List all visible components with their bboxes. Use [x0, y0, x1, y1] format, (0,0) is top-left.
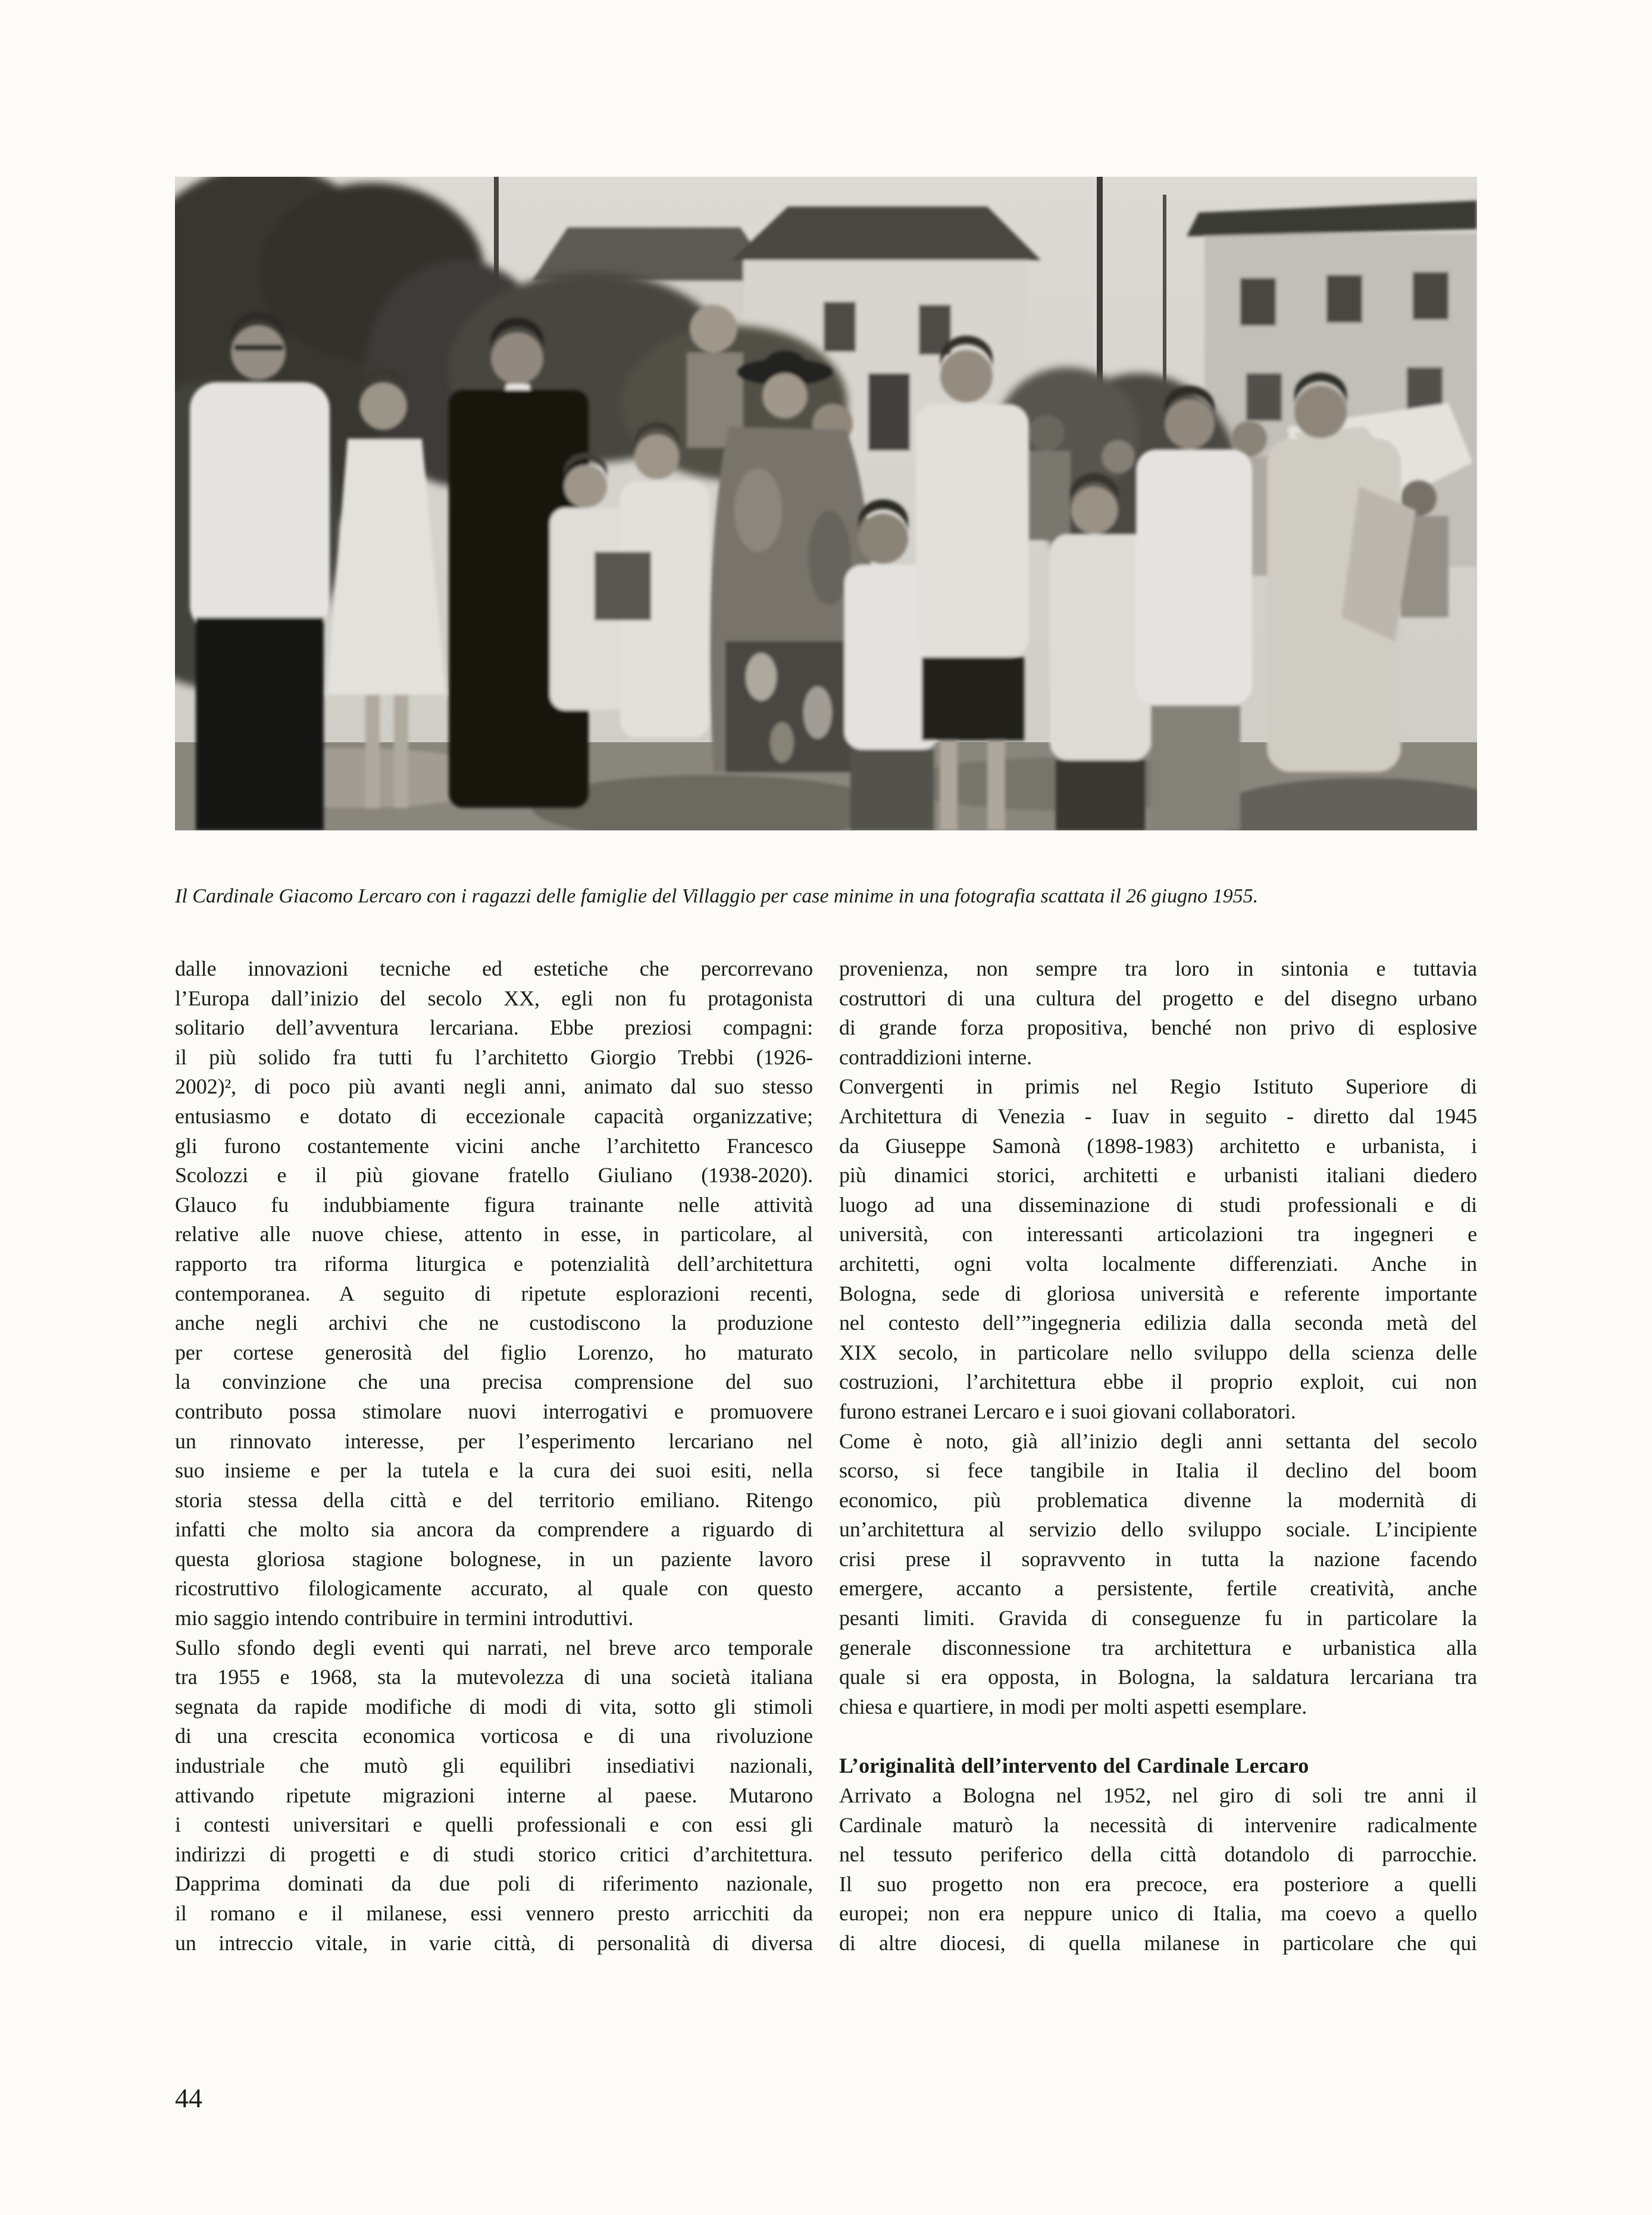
text-line: dalle innovazioni tecniche ed estetiche che percorrevano [175, 957, 813, 980]
text-line: costruttori di una cultura del progetto e del disegno urbano [839, 986, 1477, 1010]
text-line: anche negli archivi che ne custodiscono la produzione [175, 1311, 813, 1335]
column-left [175, 954, 813, 1958]
text-columns [175, 954, 1477, 1958]
page-number: 44 [175, 2082, 202, 2113]
text-line: Sullo sfondo degli eventi qui narrati, nel breve arco temporale [175, 1635, 813, 1660]
text-line: nel contesto dell’”ingegneria edilizia dalla seconda metà del [839, 1311, 1477, 1335]
text-line: il romano e il milanese, essi vennero presto arricchiti da [175, 1901, 813, 1925]
photo-caption: Il Cardinale Giacomo Lercaro con i ragazzi delle famiglie del Villaggio per case minime in una fotografia scattata il 26 giugno 1955. [175, 885, 1259, 907]
text-line: mio saggio intendo contribuire in termini introduttivi. [175, 1606, 634, 1630]
text-line: Cardinale maturò la necessità di intervenire radicalmente [839, 1813, 1477, 1837]
text-line: pesanti limiti. Gravida di conseguenze fu in particolare la [839, 1606, 1477, 1630]
text-line: costruzioni, l’architettura ebbe il proprio exploit, cui non [839, 1370, 1477, 1394]
text-line: il più solido fra tutti fu l’architetto Giorgio Trebbi (1926- [175, 1045, 813, 1069]
text-line: Scolozzi e il più giovane fratello Giuliano (1938-2020). [175, 1163, 813, 1188]
text-line: relative alle nuove chiese, attento in esse, in particolare, al [175, 1222, 813, 1246]
text-line: Il suo progetto non era precoce, era posteriore a quelli [839, 1872, 1477, 1896]
text-line: contraddizioni interne. [839, 1045, 1032, 1069]
text-line: 2002)², di poco più avanti negli anni, animato dal suo stesso [175, 1074, 813, 1099]
text-line: di altre diocesi, di quella milanese in particolare che qui [839, 1931, 1477, 1955]
text-line: attivando ripetute migrazioni interne al paese. Mutarono [175, 1783, 813, 1807]
text-line: i contesti universitari e quelli professionali e con essi gli [175, 1813, 813, 1837]
text-line: indirizzi di progetti e di studi storico critici d’architettura. [175, 1842, 813, 1866]
text-line: generale disconnessione tra architettura e urbanistica alla [839, 1635, 1477, 1660]
text-line: provenienza, non sempre tra loro in sintonia e tuttavia [839, 957, 1477, 980]
text-line: un rinnovato interesse, per l’esperimento lercariano nel [175, 1429, 813, 1453]
text-line: XIX secolo, in particolare nello sviluppo della scienza delle [839, 1340, 1477, 1364]
text-line: rapporto tra riforma liturgica e potenzialità dell’architettura [175, 1251, 813, 1276]
text-line: Architettura di Venezia - Iuav in seguito - diretto dal 1945 [839, 1104, 1477, 1128]
text-line: europei; non era neppure unico di Italia, ma coevo a quello [839, 1901, 1477, 1926]
photo [175, 177, 1477, 830]
text-line: più dinamici storici, architetti e urbanisti italiani diedero [839, 1163, 1477, 1188]
text-line: un intreccio vitale, in varie città, di personalità di diversa [175, 1930, 813, 1955]
text-line: Convergenti in primis nel Regio Istituto Superiore di [839, 1074, 1477, 1099]
text-line: architetti, ogni volta localmente differenziati. Anche in [839, 1251, 1477, 1276]
text-line: quale si era opposta, in Bologna, la saldatura lercariana tra [839, 1665, 1477, 1689]
text-line: Arrivato a Bologna nel 1952, nel giro di soli tre anni il [839, 1783, 1477, 1808]
photo-tone-overlay [175, 177, 1477, 830]
text-line: di una crescita economica vorticosa e di una rivoluzione [175, 1724, 813, 1748]
text-line: la convinzione che una precisa comprensione del suo [175, 1370, 813, 1394]
text-line: l’Europa dall’inizio del secolo XX, egli non fu protagonista [175, 986, 813, 1010]
text-line: questa gloriosa stagione bolognese, in un paziente lavoro [175, 1547, 813, 1571]
text-line: segnata da rapide modifiche di modi di vita, sotto gli stimoli [175, 1694, 813, 1719]
text-line: chiesa e quartiere, in modi per molti aspetti esemplare. [839, 1694, 1307, 1719]
text-line: università, con interessanti articolazioni tra ingegneri e [839, 1222, 1477, 1246]
text-line: storia stessa della città e del territorio emiliano. Ritengo [175, 1488, 813, 1512]
text-line: di grande forza propositiva, benché non privo di esplosive [839, 1016, 1477, 1040]
column-right [839, 954, 1477, 1958]
text-line: industriale che mutò gli equilibri insediativi nazionali, [175, 1754, 813, 1778]
text-line: contributo possa stimolare nuovi interrogativi e promuovere [175, 1399, 813, 1423]
text-line: entusiasmo e dotato di eccezionale capacità organizzative; [175, 1104, 813, 1128]
text-line: crisi prese il sopravvento in tutta la nazione facendo [839, 1547, 1477, 1571]
text-line: per cortese generosità del figlio Lorenzo, ho maturato [175, 1340, 813, 1364]
text-line: infatti che molto sia ancora da comprendere a riguardo di [175, 1517, 813, 1542]
text-line: nel tessuto periferico della città dotandolo di parrocchie. [839, 1842, 1477, 1867]
text-line: contemporanea. A seguito di ripetute esplorazioni recenti, [175, 1281, 813, 1305]
text-line: Come è noto, già all’inizio degli anni settanta del secolo [839, 1429, 1477, 1453]
text-line: emergere, accanto a persistente, fertile creatività, anche [839, 1576, 1477, 1601]
text-line: luogo ad una disseminazione di studi professionali e di [839, 1192, 1477, 1217]
section-heading: L’originalità dell’intervento del Cardinale Lercaro [839, 1754, 1309, 1778]
text-line: tra 1955 e 1968, sta la mutevolezza di una società italiana [175, 1665, 813, 1689]
text-line: Bologna, sede di gloriosa università e referente importante [839, 1281, 1477, 1305]
text-line: ricostruttivo filologicamente accurato, al quale con questo [175, 1576, 813, 1601]
text-line: solitario dell’avventura lercariana. Ebbe preziosi compagni: [175, 1016, 813, 1040]
text-line: scorso, si fece tangibile in Italia il declino del boom [839, 1458, 1477, 1483]
text-line: gli furono costantemente vicini anche l’architetto Francesco [175, 1133, 813, 1158]
text-line: Dapprima dominati da due poli di riferimento nazionale, [175, 1872, 813, 1896]
text-line: economico, più problematica divenne la modernità di [839, 1488, 1477, 1512]
text-line: furono estranei Lercaro e i suoi giovani collaboratori. [839, 1399, 1296, 1423]
text-line: un’architettura al servizio dello sviluppo sociale. L’incipiente [839, 1517, 1477, 1542]
text-line: Glauco fu indubbiamente figura trainante nelle attività [175, 1192, 813, 1217]
photo-illustration [175, 177, 1477, 830]
text-line: da Giuseppe Samonà (1898-1983) architetto e urbanista, i [839, 1133, 1477, 1158]
text-line: suo insieme e per la tutela e la cura dei suoi esiti, nella [175, 1458, 813, 1483]
